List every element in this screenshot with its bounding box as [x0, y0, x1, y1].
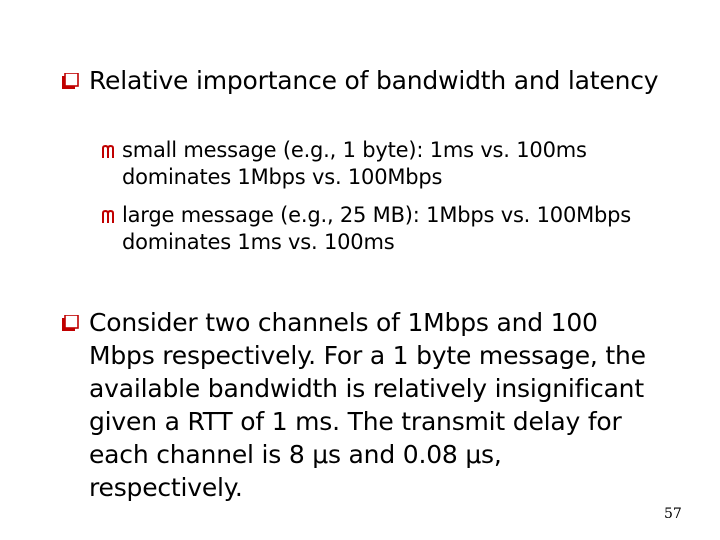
bullet-relative-importance — [62, 64, 662, 97]
bullet-consider-channels — [62, 306, 652, 504]
sub-bullet-large-message — [102, 202, 682, 256]
box-checkbox-icon — [62, 73, 79, 90]
m-letter-bullet-icon — [102, 210, 116, 224]
bullet-text: Relative importance of bandwidth and latency — [89, 66, 659, 95]
m-letter-bullet-icon — [102, 145, 116, 159]
box-checkbox-icon — [62, 315, 79, 332]
page-number: 57 — [664, 506, 682, 522]
sub-bullet-text: small message (e.g., 1 byte): 1ms vs. 100ms dominates 1Mbps vs. 100Mbps — [122, 138, 587, 189]
bullet-text: Consider two channels of 1Mbps and 100 Mbps respectively. For a 1 byte message, the available bandwidth is relatively insignificant given a RTT of 1 ms. The transmit delay for each channel is 8 μs and 0.08 μs, respectively. — [89, 308, 646, 502]
sub-bullet-text: large message (e.g., 25 MB): 1Mbps vs. 100Mbps dominates 1ms vs. 100ms — [122, 203, 632, 254]
sub-bullet-small-message — [102, 137, 682, 191]
